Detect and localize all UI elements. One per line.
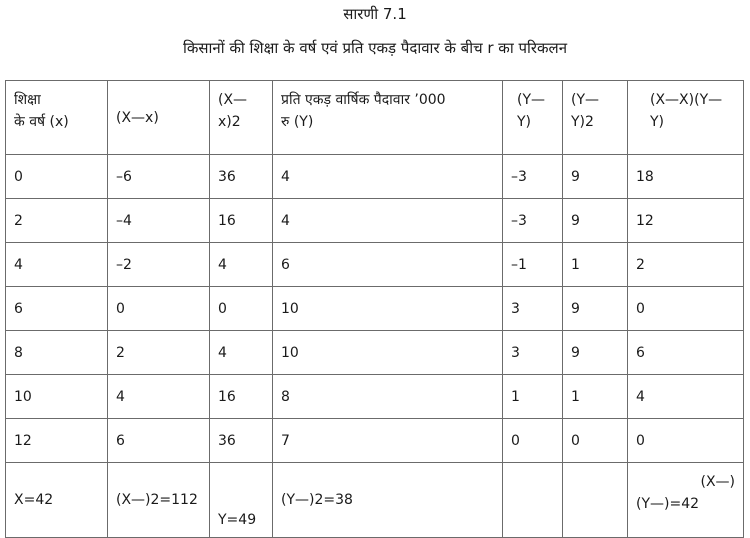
header-line: (X— xyxy=(218,92,248,108)
cell: 0 xyxy=(210,287,273,331)
cell: 10 xyxy=(273,331,503,375)
cell: 9 xyxy=(563,287,628,331)
header-line: प्रति एकड़ वार्षिक पैदावार ’000 xyxy=(281,92,446,108)
cell: 1 xyxy=(563,375,628,419)
cell: 4 xyxy=(210,243,273,287)
header-cross-product xyxy=(628,81,744,155)
cell: 0 xyxy=(503,419,563,463)
data-table xyxy=(5,80,744,538)
header-line: (Y— xyxy=(571,92,600,108)
cell: 36 xyxy=(210,155,273,199)
cell: –4 xyxy=(108,199,210,243)
header-line: के वर्ष (x) xyxy=(14,114,69,130)
table-row xyxy=(6,375,744,419)
header-line: x)2 xyxy=(218,114,241,130)
cell: 0 xyxy=(628,419,744,463)
cell: 8 xyxy=(273,375,503,419)
cell: 9 xyxy=(563,331,628,375)
cell: 16 xyxy=(210,375,273,419)
cell: 2 xyxy=(628,243,744,287)
cell: 18 xyxy=(628,155,744,199)
cell: 16 xyxy=(210,199,273,243)
total-line: (Y—)=42 xyxy=(636,496,700,512)
header-line: (X—x) xyxy=(116,109,159,126)
header-education-years xyxy=(6,81,108,155)
cell: 0 xyxy=(628,287,744,331)
table-row xyxy=(6,243,744,287)
total-x-deviation-squared: (X—)2=112 xyxy=(108,463,210,538)
header-y-deviation xyxy=(503,81,563,155)
header-line: शिक्षा xyxy=(14,92,41,108)
header-line: Y) xyxy=(650,114,665,130)
table-row xyxy=(6,287,744,331)
cell: 4 xyxy=(210,331,273,375)
cell: –1 xyxy=(503,243,563,287)
cell: 4 xyxy=(628,375,744,419)
cell: 4 xyxy=(273,155,503,199)
header-line: Y) xyxy=(517,114,532,130)
table-row xyxy=(6,155,744,199)
cell: –3 xyxy=(503,155,563,199)
cell: 6 xyxy=(6,287,108,331)
cell: 12 xyxy=(6,419,108,463)
table-row xyxy=(6,331,744,375)
empty-cell xyxy=(563,463,628,538)
cell: 0 xyxy=(108,287,210,331)
total-y-deviation-squared: (Y—)2=38 xyxy=(273,463,503,538)
table-number: सारणी 7.1 xyxy=(343,5,407,23)
cell: 1 xyxy=(563,243,628,287)
header-line: Y)2 xyxy=(571,114,594,130)
header-yield xyxy=(273,81,503,155)
table-row xyxy=(6,419,744,463)
total-line: (X—) xyxy=(700,474,735,490)
cell: 6 xyxy=(108,419,210,463)
cell: 6 xyxy=(273,243,503,287)
table-title: किसानों की शिक्षा के वर्ष एवं प्रति एकड़ पैदावार के बीच r का परिकलन xyxy=(182,39,568,57)
cell: –3 xyxy=(503,199,563,243)
empty-cell xyxy=(503,463,563,538)
header-line: (Y— xyxy=(517,92,546,108)
header-y-deviation-squared xyxy=(563,81,628,155)
cell: 8 xyxy=(6,331,108,375)
cell: 7 xyxy=(273,419,503,463)
cell: 4 xyxy=(6,243,108,287)
cell: 2 xyxy=(108,331,210,375)
header-line: रु (Y) xyxy=(281,114,314,130)
cell: 9 xyxy=(563,155,628,199)
cell: 1 xyxy=(503,375,563,419)
cell: 12 xyxy=(628,199,744,243)
totals-row xyxy=(6,463,744,538)
cell: 4 xyxy=(108,375,210,419)
cell: 3 xyxy=(503,287,563,331)
cell: –6 xyxy=(108,155,210,199)
cell: 10 xyxy=(273,287,503,331)
header-row xyxy=(6,81,744,155)
cell: 4 xyxy=(273,199,503,243)
cell: 0 xyxy=(6,155,108,199)
cell: 9 xyxy=(563,199,628,243)
total-cross-product xyxy=(628,463,744,538)
cell: –2 xyxy=(108,243,210,287)
cell: 36 xyxy=(210,419,273,463)
table-row xyxy=(6,199,744,243)
cell: 2 xyxy=(6,199,108,243)
header-line: (X—X)(Y— xyxy=(650,92,723,108)
cell: 0 xyxy=(563,419,628,463)
header-x-deviation xyxy=(108,81,210,155)
cell: 6 xyxy=(628,331,744,375)
cell: 10 xyxy=(6,375,108,419)
total-x-sum: X=42 xyxy=(6,463,108,538)
total-y-sum: Y=49 xyxy=(210,463,273,538)
header-x-deviation-squared xyxy=(210,81,273,155)
cell: 3 xyxy=(503,331,563,375)
